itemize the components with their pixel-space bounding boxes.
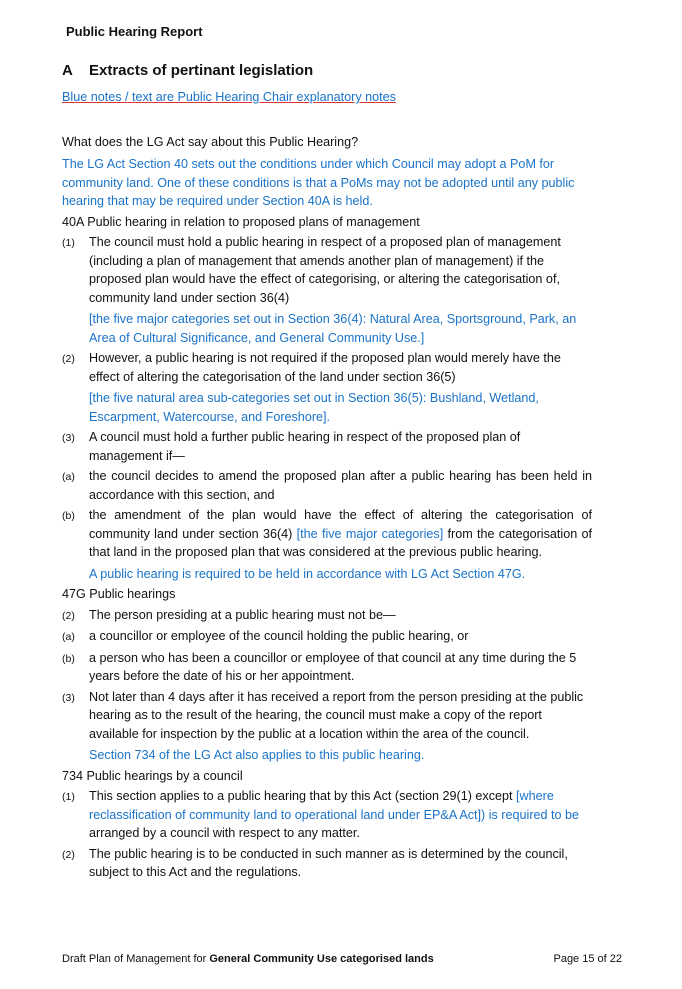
intro-note: The LG Act Section 40 sets out the conditions under which Council may adopt a PoM for community land. One of these conditions is that a PoMs may not be adopted until any public hearing that may be required under Section 40A is held. — [62, 157, 575, 208]
clause-47g-3 — [62, 688, 592, 744]
note-five-major-categories: [the five major categories set out in Section 36(4): Natural Area, Sportsground, Park, an Area of Cultural Significance, and General Community Use.] — [89, 312, 577, 345]
clause-text-part: This section applies to a public hearing that by this Act (section 29(1) except — [89, 789, 517, 803]
clause-40a-2 — [62, 349, 592, 386]
clause-text: the council decides to amend the proposed plan after a public hearing has been held in accordance with this section, and — [89, 469, 592, 502]
clause-text-part: arranged by a council with respect to any matter. — [89, 826, 360, 840]
clause-number: (2) — [62, 353, 75, 365]
page-number: Page 15 of 22 — [553, 953, 622, 965]
clause-number: (b) — [62, 510, 75, 522]
clause-734-2 — [62, 845, 592, 882]
clause-text: However, a public hearing is not required if the proposed plan would merely have the effect of altering the categorisation of the land under section 36(5) — [89, 351, 561, 384]
document-body — [62, 88, 592, 882]
section-title-text: Extracts of pertinant legislation — [89, 62, 314, 79]
clause-47g-2a — [62, 627, 592, 647]
page-footer — [62, 953, 622, 965]
clause-text-part: from the categorisation of that land in the proposed plan that was considered at the previous public hearing. — [89, 526, 592, 559]
clause-47g-2b — [62, 649, 592, 686]
clause-number: (3) — [62, 691, 75, 704]
clause-40a-3b — [62, 506, 592, 562]
section-title — [62, 62, 313, 79]
clause-40a-3 — [62, 428, 592, 465]
clause-number: (3) — [62, 432, 75, 444]
clause-number: (a) — [62, 471, 75, 483]
note-section-47g: A public hearing is required to be held in accordance with LG Act Section 47G. — [89, 566, 526, 581]
clause-text: Not later than 4 days after it has received a report from the person presiding at the public hearing as to the result of the hearing, the council must make a copy of the report available for inspection by the public at a location within the area of the council. — [89, 689, 584, 741]
section-47g-heading: 47G Public hearings — [62, 587, 176, 601]
section-40a-heading: 40A Public hearing in relation to proposed plans of management — [62, 214, 420, 229]
footer-prefix: Draft Plan of Management for — [62, 953, 210, 965]
clause-text: A council must hold a further public hearing in respect of the proposed plan of management if— — [89, 430, 521, 463]
clause-number: (1) — [62, 791, 75, 803]
section-734-heading: 734 Public hearings by a council — [62, 768, 243, 783]
clause-number: (b) — [62, 652, 75, 665]
blue-notes-legend-link[interactable]: Blue notes / text are Public Hearing Chair explanatory notes — [62, 90, 396, 104]
clause-47g-2 — [62, 606, 592, 626]
report-header: Public Hearing Report — [66, 24, 203, 39]
clause-text: a councillor or employee of the council holding the public hearing, or — [89, 629, 469, 643]
clause-text-part: the amendment of the plan would have the effect of altering the categorisation of community land under section 36(4) — [89, 508, 592, 541]
clause-text — [89, 506, 592, 562]
question-text: What does the LG Act say about this Public Hearing? — [62, 134, 359, 149]
section-letter: A — [62, 62, 73, 79]
clause-text: The person presiding at a public hearing must not be— — [89, 607, 396, 622]
clause-text — [89, 787, 592, 843]
clause-40a-3a — [62, 467, 592, 504]
clause-number: (1) — [62, 237, 75, 249]
clause-734-1 — [62, 787, 592, 843]
clause-text: a person who has been a councillor or employee of that council at any time during the 5 years before the date of his or her appointment. — [89, 650, 577, 683]
clause-text: The council must hold a public hearing in respect of a proposed plan of management (including a plan of management that amends another plan of management) if the proposed plan would have the effect of categorising, or altering the categorisation of, community land under section 36(4) — [89, 235, 561, 305]
clause-40a-1 — [62, 233, 592, 307]
clause-number: (2) — [62, 609, 75, 622]
clause-text: The public hearing is to be conducted in such manner as is determined by the council, subject to this Act and the regulations. — [89, 846, 568, 879]
note-natural-area-subcategories: [the five natural area sub-categories set out in Section 36(5): Bushland, Wetland, Escarpment, Watercourse, and Foreshore]. — [89, 391, 539, 424]
note-section-734: Section 734 of the LG Act also applies to this public hearing. — [89, 748, 425, 762]
clause-blue-note: [where reclassification of community land to operational land under EP&A Act]) is required to be — [89, 789, 580, 822]
footer-bold-title: General Community Use categorised lands — [209, 953, 434, 965]
clause-number: (a) — [62, 631, 75, 643]
footer-document-title — [62, 953, 434, 965]
clause-blue-note: [the five major categories] — [296, 526, 444, 541]
clause-number: (2) — [62, 848, 75, 861]
